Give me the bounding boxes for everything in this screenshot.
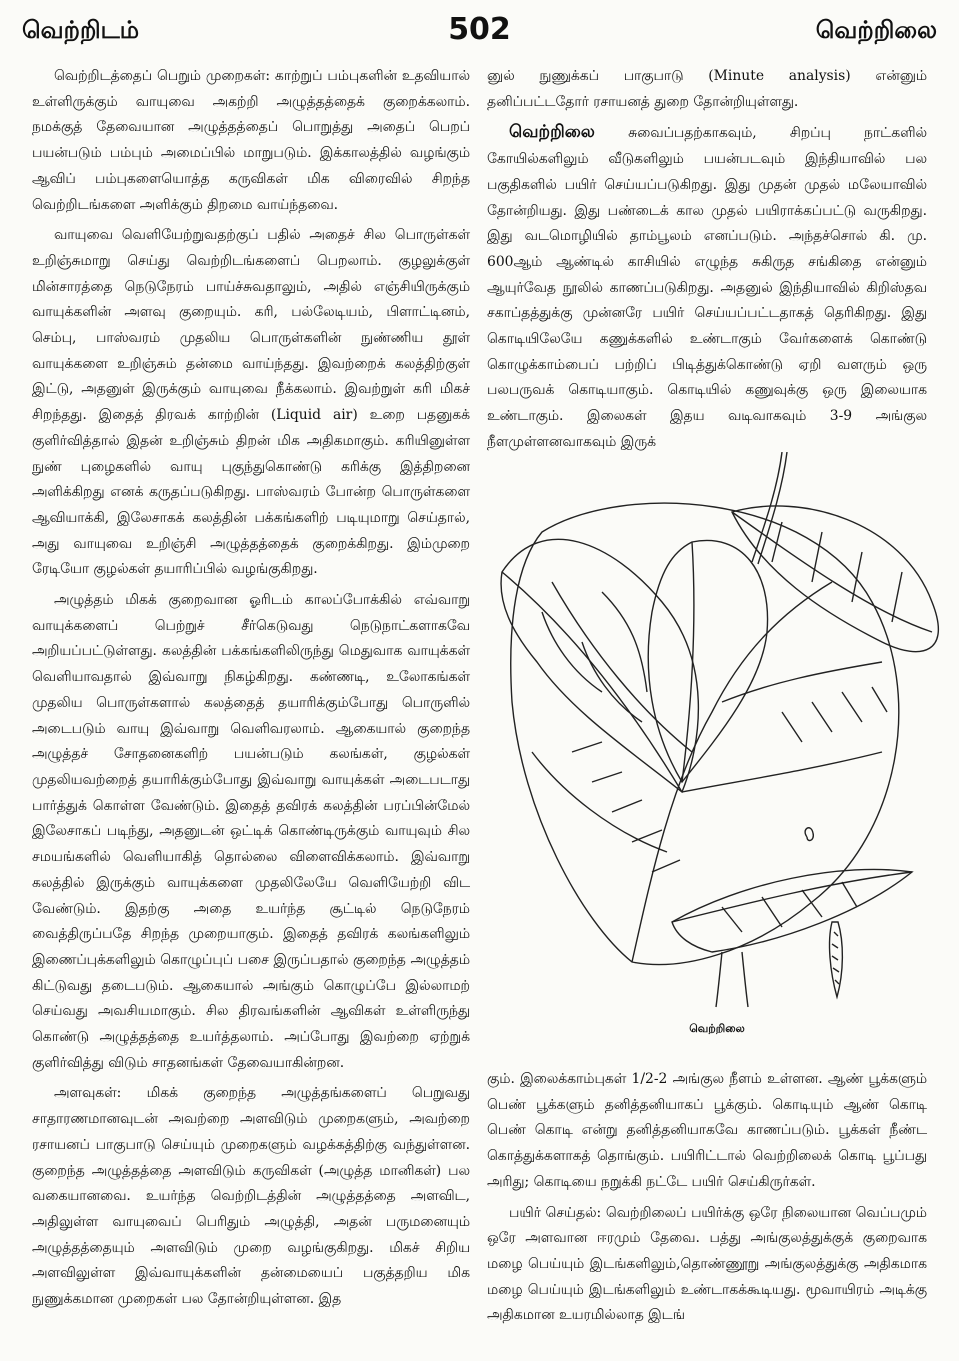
right-column-top: [487, 64, 927, 456]
entry-head-word: வெற்றிலை: [509, 122, 595, 143]
paragraph: வெற்றிடத்தைப் பெறும் முறைகள்: காற்றுப் பம்புகளின் உதவியால் உள்ளிருக்கும் வாயுவை அகற்றி அழுத்தத்தைக் குறைக்கலாம். நமக்குத் தேவையான அழுத்தத்தைப் பொறுத்து அதைப் பெறப் பயன்படும் பம்பும் அமைப்பில் மாறுபடும். இக்காலத்தில் வழங்கும் ஆவிப் பம்புகளையொத்த கருவிகள் மிக விரைவில் சிறந்த வெற்றிடங்களை அளிக்கும் திறமை வாய்ந்தவை.: [32, 68, 470, 213]
running-head-left: வெற்றிடம்: [22, 16, 140, 44]
continuation-paragraph: னுல் நுணுக்கப் பாகுபாடு (Minute analysis) என்னும் தனிப்பட்டதோர் ரசாயனத் துறை தோன்றியுள்ளது.: [487, 68, 927, 110]
running-head-right: வெற்றிலை: [815, 16, 937, 44]
paragraph: அளவுகள்: மிகக் குறைந்த அழுத்தங்களைப் பெறுவது சாதாரணமானவுடன் அவற்றை அளவிடும் முறைகளும், அவற்றை ரசாயனப் பாகுபாடு செய்யும் முறைகளும் வழக்கத்திற்கு வந்துள்ளன. குறைந்த அழுத்தத்தை அளவிடும் கருவிகள் (அழுத்த மானிகள்) பல வகையானவை. உயர்ந்த வெற்றிடத்தின் அழுத்தத்தை அளவிட, அதிலுள்ள வாயுவைப் பெரிதும் அழுத்தி, அதன் பருமனையும் அழுத்தத்தையும் அளவிடும் முறை வழங்குகிறது. மிகச் சிறிய அளவிலுள்ள இவ்வாயுக்களின் தன்மையைப் பகுத்தறிய மிக நுணுக்கமான முறைகள் பல தோன்றியுள்ளன. இத: [32, 1085, 470, 1308]
betel-leaf-illustration: [482, 452, 952, 1035]
paragraph: வாயுவை வெளியேற்றுவதற்குப் பதில் அதைச் சில பொருள்கள் உறிஞ்சுமாறு செய்து வெற்றிடங்களைப் பெறலாம். குழலுக்குள் மின்சாரத்தை நெடுநேரம் பாய்ச்சுவதாலும், அதில் எஞ்சியிருக்கும் வாயுக்களின் அளவு குறையும். கரி, பல்லேடியம், பிளாட்டினம், செம்பு, பாஸ்வரம் முதலிய பொருள்களின் நுண்ணிய தூள் வாயுக்களை உறிஞ்சும் தன்மை வாய்ந்தது. இவற்றைக் கலத்திற்குள் இட்டு, அதனுள் இருக்கும் வாயுவை நீக்கலாம். இவற்றுள் கரி மிகச் சிறந்தது. இதைத் திரவக் காற்றின் (Liquid air) உறை பதனுகக் குளிர்வித்தால் இதன் உறிஞ்சும் திறன் மிக அதிகமாகும். கரியினுள்ள நுண் புழைகளில் வாயு புகுந்துகொண்டு கரிக்கு இத்திறனை அளிக்கிறது எனக் கருதப்படுகிறது. பாஸ்வரம் போன்ற பொருள்களை ஆவியாக்கி, இலேசாகக் கலத்தின் பக்கங்களிற் படியுமாறு செய்தால், அது வாயுவை உறிஞ்சி அழுத்தத்தைக் குறைக்கிறது. இம்முறை ரேடியோ குழல்கள் தயாரிப்பில் வழங்குகிறது.: [32, 227, 470, 578]
figure-caption: வெற்றிலை: [689, 1022, 745, 1035]
right-column-bottom: [487, 1067, 927, 1329]
page-number: 502: [448, 12, 511, 47]
entry-paragraph: [487, 120, 927, 455]
paragraph: கும். இலைக்காம்புகள் 1/2-2 அங்குல நீளம் உள்ளன. ஆண் பூக்களும் பெண் பூக்களும் தனித்தனியாகப் பூக்கும். கொடியும் ஆண் கொடி பெண் கொடி என்று தனித்தனியாகவே காணப்படும். பூக்கள் நீண்ட கொத்துக்களாகத் தொங்கும். பயிரிட்டால் வெற்றிலைக் கொடி பூப்பது அரிது; கொடியை நறுக்கி நட்டே பயிர் செய்கிருர்கள்.: [487, 1071, 927, 1190]
betel-leaf-drawing: [482, 452, 952, 1012]
page-header: [22, 12, 937, 52]
entry-text: சுவைப்பதற்காகவும், சிறப்பு நாட்களில் கோயில்களிலும் வீடுகளிலும் பயன்படவும் இந்தியாவில் பல பகுதிகளில் பயிர் செய்யப்படுகிறது. இது முதன் முதல் மலேயாவில் தோன்றியது. இது பண்டைக் கால முதல் பயிராக்கப்பட்டு வருகிறது. இது வடமொழியில் தாம்பூலம் எனப்படும். அந்தச்சொல் கி. மு. 600ஆம் ஆண்டில் காசியில் எழுந்த சுகிருத சங்கிதை என்னும் ஆயுர்வேத நூலில் காணப்படுகிறது. அதனுல் இந்தியாவில் கிறிஸ்தவ சகாப்தத்துக்கு முன்னரே பயிர் செய்யப்பட்டதாகத் தெரிகிறது. இது கொடியிலேயே கணுக்களில் உண்டாகும் வேர்களைக் கொண்டு கொழுக்காம்பைப் பற்றிப் பிடித்துக்கொண்டு ஏறி வளரும் ஒரு பலபருவக் கொடியாகும். கொடியில் கணுவுக்கு ஒரு இலையாக உண்டாகும். இலைகள் இதய வடிவாகவும் 3-9 அங்குல நீளமுள்ளனவாகவும் இருக்: [487, 125, 927, 450]
left-column: [32, 64, 470, 1313]
paragraph: பயிர் செய்தல்: வெற்றிலைப் பயிர்க்கு ஒரே நிலையான வெப்பமும் ஒரே அளவான ஈரமும் தேவை. பத்து அங்குலத்துக்குக் குறைவாக மழை பெய்யும் இடங்களிலும்,தொண்ணூறு அங்குலத்துக்கு அதிகமாக மழை பெய்யும் இடங்களிலும் உண்டாகக்கூடியது. மூவாயிரம் அடிக்கு அதிகமான உயரமில்லாத இடங்: [487, 1204, 927, 1324]
paragraph: அழுத்தம் மிகக் குறைவான ஓரிடம் காலப்போக்கில் எவ்வாறு வாயுக்களைப் பெற்றுச் சீர்கெடுவது நெடுநாட்களாகவே அறியப்பட்டுள்ளது. கலத்தின் பக்கங்களிலிருந்து மெதுவாக வாயுக்கள் வெளியாவதால் இவ்வாறு நிகழ்கிறது. கண்ணடி, உலோகங்கள் முதலிய பொருள்களால் கலத்தைத் தயாரிக்கும்போது பொருளில் அடைபடும் வாயு இவ்வாறு வெளிவரலாம். ஆகையால் குறைந்த அழுத்தச் சோதனைகளிற் பயன்படும் கலங்கள், குழல்கள் முதலியவற்றைத் தயாரிக்கும்போது இவ்வாறு வாயுக்கள் அடைபடாது பார்த்துக் கொள்ள வேண்டும். இதைத் தவிரக் கலத்தின் பரப்பின்மேல் இலேசாகப் படிந்து, அதனுடன் ஒட்டிக் கொண்டிருக்கும் வாயுவும் சில சமயங்களில் வெளியாகித் தொல்லை விளைவிக்கலாம். இவ்வாறு கலத்தில் இருக்கும் வாயுக்களை முதலிலேயே வெளியேற்றி விட வேண்டும். இதற்கு அதை உயர்ந்த சூட்டில் நெடுநேரம் வைத்திருப்பதே சிறந்த முறையாகும். இதைத் தவிரக் கலங்களிலும் இணைப்புக்களிலும் கொழுப்புப் பசை இருப்பதால் குறைந்த அழுத்தம் கிட்டுவது தடைபடும். ஆகையால் அங்கும் கொழுப்பே இல்லாமற் செய்வது அவசியமாகும். சில திரவங்களின் ஆவிகள் உள்ளிருந்து கொண்டு அழுத்தத்தை உயர்த்தலாம். அப்போது இவற்றை ஏற்றுக் குளிர்வித்து விடும் சாதனங்கள் தேவையாகின்றன.: [32, 592, 471, 1071]
